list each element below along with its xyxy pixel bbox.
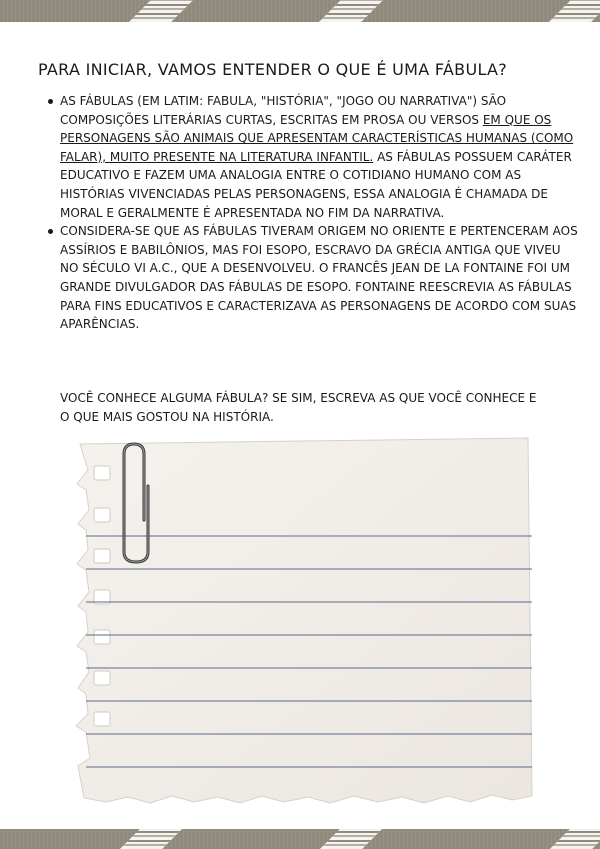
band-stripe bbox=[320, 829, 382, 849]
band-stripe bbox=[129, 0, 193, 22]
bullet-text-part-2: AS FÁBULAS POSSUEM CARÁTER EDUCATIVO E FAZEM UMA ANALOGIA ENTRE O COTIDIANO HUMANO COM AS HISTÓRIAS VIVENCIADAS PELAS PERSONAGENS, ESSA ANALOGIA É CHAMADA DE MORAL E GERALMENTE É APRESENTADA NO FIM DA NARRATIVA. bbox=[60, 149, 572, 220]
bullet-text: CONSIDERA-SE QUE AS FÁBULAS TIVERAM ORIGEM NO ORIENTE E PERTENCERAM AOS ASSÍRIOS E BABILÔNIOS, MAS FOI ESOPO, ESCRAVO DA GRÉCIA ANTIGA QUE VIVEU NO SÉCULO VI A.C., QUE A DESENVOLVEU. O FRANCÊS JEAN DE LA FONTAINE FOI UM GRANDE DIVULGADOR DAS FÁBULAS DE ESOPO. FONTAINE REESCREVIA AS FÁBULAS PARA FINS EDUCATIVOS E CARACTERIZAVA AS PERSONAGENS DE ACORDO COM SUAS APARÊNCIAS. bbox=[60, 224, 578, 332]
bullet-text-underlined: EM QUE OS PERSONAGENS SÃO ANIMAIS QUE APRESENTAM CARACTERÍSTICAS HUMANAS (COMO FALAR), MUITO PRESENTE NA LITERATURA INFANTIL. bbox=[60, 112, 574, 164]
list-item bbox=[60, 222, 580, 334]
fable-info-list bbox=[60, 92, 580, 334]
band-stripe bbox=[550, 829, 600, 849]
list-item bbox=[60, 92, 580, 222]
band-stripe bbox=[120, 829, 182, 849]
bottom-decorative-band bbox=[0, 829, 600, 849]
band-stripe bbox=[319, 0, 383, 22]
page-title: PARA INICIAR, VAMOS ENTENDER O QUE É UMA FÁBULA? bbox=[38, 60, 508, 79]
paperclip-icon bbox=[118, 440, 158, 566]
question-prompt: VOCÊ CONHECE ALGUMA FÁBULA? SE SIM, ESCREVA AS QUE VOCÊ CONHECE E O QUE MAIS GOSTOU NA HISTÓRIA. bbox=[60, 391, 537, 424]
bullet-text-part-1: AS FÁBULAS (EM LATIM: FABULA, "HISTÓRIA", "JOGO OU NARRATIVA") SÃO COMPOSIÇÕES LITERÁRIAS CURTAS, ESCRITAS EM PROSA OU VERSOS bbox=[60, 94, 507, 127]
top-decorative-band bbox=[0, 0, 600, 22]
band-stripe bbox=[549, 0, 600, 22]
